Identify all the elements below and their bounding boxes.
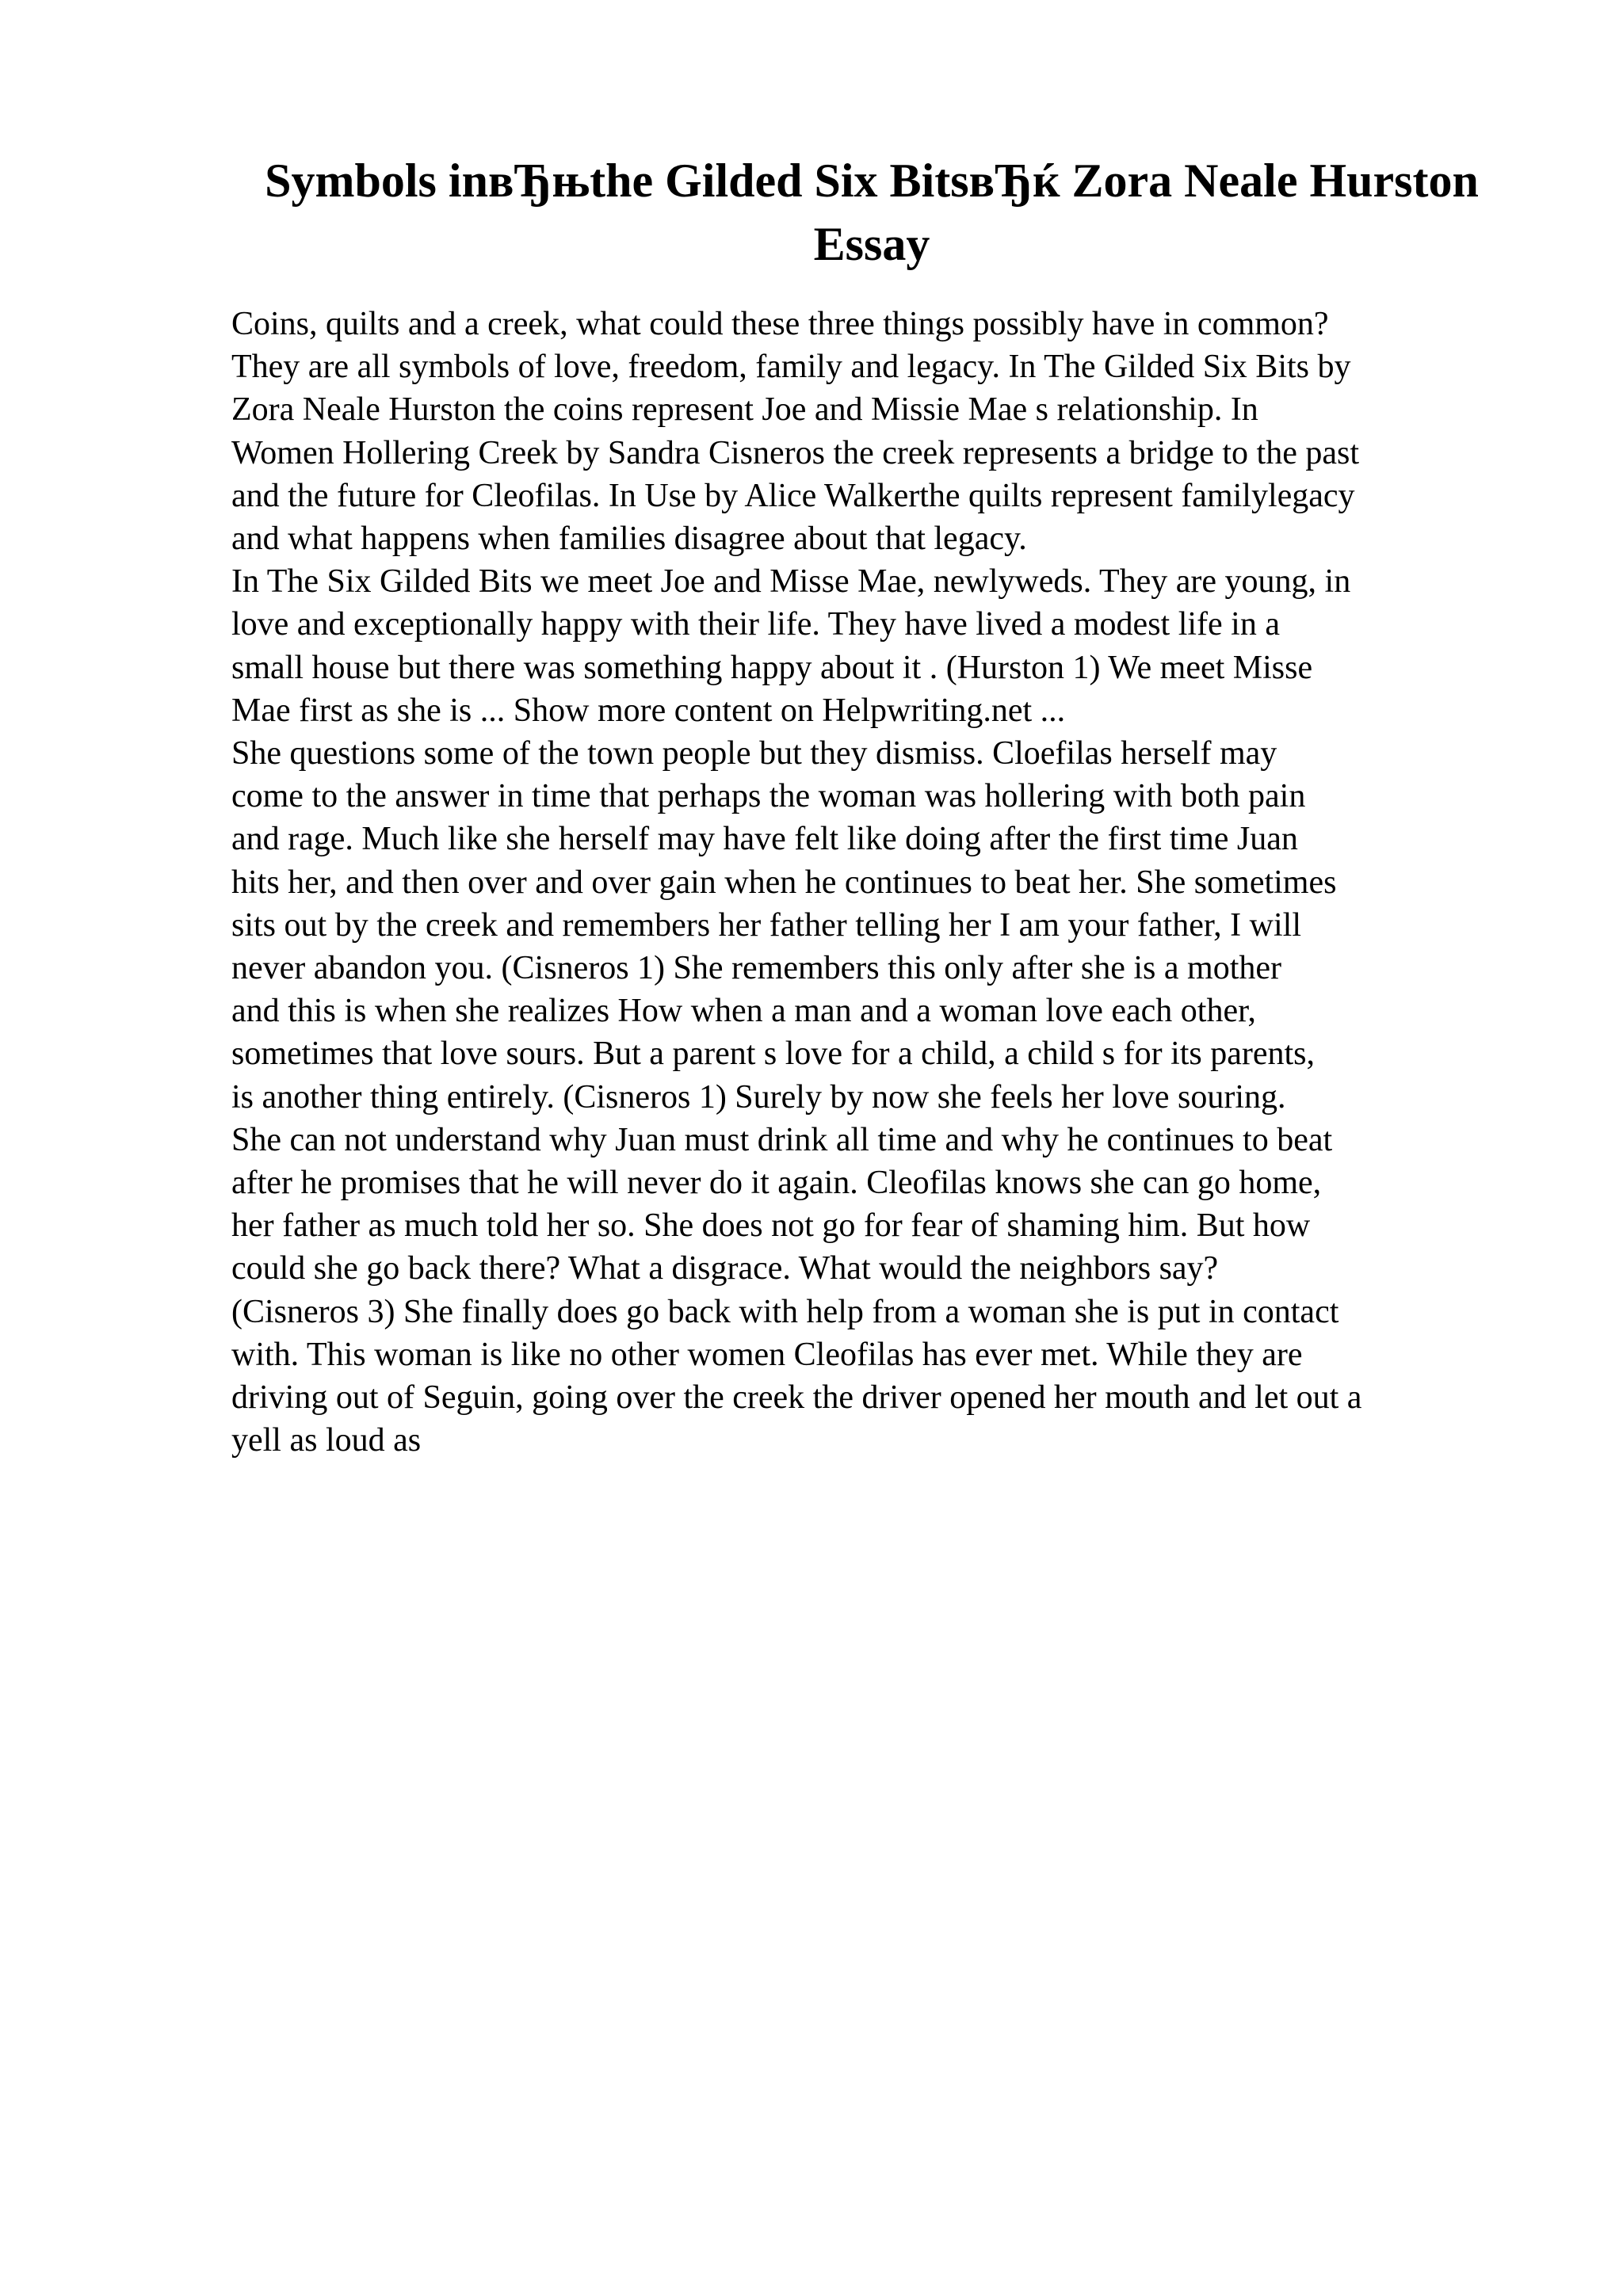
body-line: after he promises that he will never do it again. Cleofilas knows she can go home,: [231, 1165, 1322, 1202]
body-line: and what happens when families disagree about that legacy.: [231, 521, 1027, 558]
body-line: In The Six Gilded Bits we meet Joe and Misse Mae, newlyweds. They are young, in: [231, 563, 1351, 601]
body-line: (Cisneros 3) She finally does go back with help from a woman she is put in contact: [231, 1293, 1339, 1330]
body-line: and rage. Much like she herself may have felt like doing after the first time Juan: [231, 821, 1298, 858]
body-line: She can not understand why Juan must drink all time and why he continues to beat: [231, 1121, 1333, 1158]
document-title: [230, 149, 1514, 276]
body-line: come to the answer in time that perhaps the woman was hollering with both pain: [231, 778, 1306, 815]
body-line: yell as loud as: [231, 1422, 422, 1459]
title-line: Essay: [813, 218, 930, 270]
body-line: She questions some of the town people but they dismiss. Cloefilas herself may: [231, 735, 1277, 772]
body-line: sometimes that love sours. But a parent s love for a child, a child s for its parents,: [231, 1035, 1316, 1073]
body-line: driving out of Seguin, going over the creek the driver opened her mouth and let out a: [231, 1379, 1362, 1417]
body-line: with. This woman is like no other women Cleofilas has ever met. While they are: [231, 1336, 1303, 1373]
body-line: Zora Neale Hurston the coins represent Joe and Missie Mae s relationship. In: [231, 391, 1258, 429]
title-line: Symbols inвЂњthe Gilded Six BitsвЂќ Zora Neale Hurston: [265, 154, 1479, 207]
body-line: hits her, and then over and over gain when he continues to beat her. She sometimes: [231, 864, 1337, 901]
essay-body: [231, 303, 1515, 1462]
body-line: and this is when she realizes How when a man and a woman love each other,: [231, 993, 1256, 1030]
body-line: small house but there was something happy about it . (Hurston 1) We meet Misse: [231, 649, 1313, 686]
body-line: and the future for Cleofilas. In Use by Alice Walkerthe quilts represent familylegacy: [231, 477, 1355, 514]
body-line: Mae first as she is ... Show more content on Helpwriting.net ...: [231, 692, 1066, 729]
body-line: is another thing entirely. (Cisneros 1) Surely by now she feels her love souring.: [231, 1078, 1286, 1116]
body-line: her father as much told her so. She does not go for fear of shaming him. But how: [231, 1207, 1311, 1245]
body-line: Coins, quilts and a creek, what could these three things possibly have in common?: [231, 306, 1329, 342]
body-line: never abandon you. (Cisneros 1) She remembers this only after she is a mother: [231, 950, 1281, 987]
body-line: Women Hollering Creek by Sandra Cisneros the creek represents a bridge to the past: [231, 434, 1360, 471]
body-line: sits out by the creek and remembers her father telling her I am your father, I will: [231, 906, 1301, 944]
body-line: They are all symbols of love, freedom, family and legacy. In The Gilded Six Bits by: [231, 349, 1351, 386]
body-line: love and exceptionally happy with their life. They have lived a modest life in a: [231, 606, 1280, 643]
body-line: could she go back there? What a disgrace. What would the neighbors say?: [231, 1250, 1219, 1287]
